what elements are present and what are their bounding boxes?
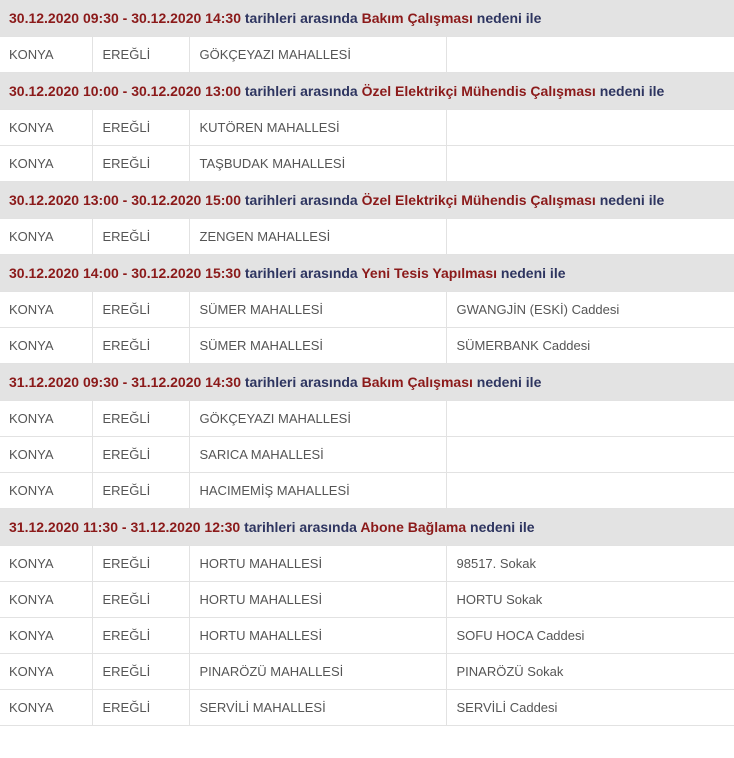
connector-text: tarihleri arasında [244, 374, 358, 390]
district-cell: EREĞLİ [92, 618, 189, 654]
table-row [0, 328, 734, 364]
district-cell: EREĞLİ [92, 219, 189, 255]
table-row [0, 146, 734, 182]
section-header-text [0, 255, 734, 292]
suffix-text: nedeni ile [599, 83, 665, 99]
district-cell: EREĞLİ [92, 437, 189, 473]
section-header [0, 509, 734, 546]
district-cell: EREĞLİ [92, 546, 189, 582]
district-cell: EREĞLİ [92, 582, 189, 618]
outage-reason: Yeni Tesis Yapılması [361, 265, 498, 281]
neighborhood-cell: PINARÖZÜ MAHALLESİ [189, 654, 446, 690]
section-header-text [0, 0, 734, 37]
section-header-text [0, 364, 734, 401]
table-row [0, 219, 734, 255]
outage-reason: Özel Elektrikçi Mühendis Çalışması [361, 83, 596, 99]
end-datetime: 30.12.2020 15:30 [131, 265, 241, 281]
street-cell [446, 401, 734, 437]
outage-reason: Bakım Çalışması [361, 374, 473, 390]
neighborhood-cell: SÜMER MAHALLESİ [189, 292, 446, 328]
street-cell [446, 110, 734, 146]
province-cell: KONYA [0, 37, 92, 73]
table-row [0, 401, 734, 437]
neighborhood-cell: GÖKÇEYAZI MAHALLESİ [189, 37, 446, 73]
district-cell: EREĞLİ [92, 146, 189, 182]
street-cell: GWANGJİN (ESKİ) Caddesi [446, 292, 734, 328]
street-cell: SÜMERBANK Caddesi [446, 328, 734, 364]
range-dash: - [122, 10, 128, 26]
table-row [0, 546, 734, 582]
suffix-text: nedeni ile [476, 10, 542, 26]
neighborhood-cell: HORTU MAHALLESİ [189, 546, 446, 582]
section-header [0, 73, 734, 110]
province-cell: KONYA [0, 473, 92, 509]
section-header-text [0, 182, 734, 219]
province-cell: KONYA [0, 437, 92, 473]
province-cell: KONYA [0, 219, 92, 255]
range-dash: - [122, 265, 128, 281]
connector-text: tarihleri arasında [244, 83, 358, 99]
outage-reason: Abone Bağlama [360, 519, 467, 535]
range-dash: - [122, 374, 128, 390]
table-row [0, 582, 734, 618]
district-cell: EREĞLİ [92, 110, 189, 146]
district-cell: EREĞLİ [92, 37, 189, 73]
start-datetime: 30.12.2020 14:00 [9, 265, 119, 281]
outage-reason: Özel Elektrikçi Mühendis Çalışması [361, 192, 596, 208]
table-row [0, 437, 734, 473]
start-datetime: 30.12.2020 09:30 [9, 10, 119, 26]
neighborhood-cell: TAŞBUDAK MAHALLESİ [189, 146, 446, 182]
end-datetime: 30.12.2020 13:00 [131, 83, 241, 99]
street-cell: HORTU Sokak [446, 582, 734, 618]
province-cell: KONYA [0, 618, 92, 654]
province-cell: KONYA [0, 582, 92, 618]
street-cell [446, 219, 734, 255]
start-datetime: 30.12.2020 13:00 [9, 192, 119, 208]
suffix-text: nedeni ile [500, 265, 566, 281]
street-cell: 98517. Sokak [446, 546, 734, 582]
table-row [0, 690, 734, 726]
district-cell: EREĞLİ [92, 473, 189, 509]
neighborhood-cell: ZENGEN MAHALLESİ [189, 219, 446, 255]
table-row [0, 110, 734, 146]
start-datetime: 30.12.2020 10:00 [9, 83, 119, 99]
suffix-text: nedeni ile [599, 192, 665, 208]
connector-text: tarihleri arasında [244, 519, 357, 535]
end-datetime: 30.12.2020 14:30 [131, 10, 241, 26]
province-cell: KONYA [0, 328, 92, 364]
province-cell: KONYA [0, 292, 92, 328]
province-cell: KONYA [0, 401, 92, 437]
neighborhood-cell: GÖKÇEYAZI MAHALLESİ [189, 401, 446, 437]
section-header [0, 364, 734, 401]
neighborhood-cell: SARICA MAHALLESİ [189, 437, 446, 473]
district-cell: EREĞLİ [92, 292, 189, 328]
suffix-text: nedeni ile [476, 374, 542, 390]
street-cell [446, 473, 734, 509]
province-cell: KONYA [0, 546, 92, 582]
end-datetime: 31.12.2020 12:30 [130, 519, 241, 535]
neighborhood-cell: HACIMEMİŞ MAHALLESİ [189, 473, 446, 509]
connector-text: tarihleri arasında [244, 265, 358, 281]
range-dash: - [122, 83, 128, 99]
range-dash: - [121, 519, 127, 535]
district-cell: EREĞLİ [92, 401, 189, 437]
street-cell: SOFU HOCA Caddesi [446, 618, 734, 654]
section-header [0, 255, 734, 292]
street-cell [446, 37, 734, 73]
section-header-text [0, 73, 734, 110]
section-header-text [0, 509, 734, 546]
outage-reason: Bakım Çalışması [361, 10, 473, 26]
section-header [0, 0, 734, 37]
table-row [0, 473, 734, 509]
neighborhood-cell: SERVİLİ MAHALLESİ [189, 690, 446, 726]
street-cell [446, 437, 734, 473]
neighborhood-cell: KUTÖREN MAHALLESİ [189, 110, 446, 146]
district-cell: EREĞLİ [92, 654, 189, 690]
suffix-text: nedeni ile [470, 519, 535, 535]
table-row [0, 654, 734, 690]
province-cell: KONYA [0, 654, 92, 690]
province-cell: KONYA [0, 146, 92, 182]
neighborhood-cell: HORTU MAHALLESİ [189, 582, 446, 618]
end-datetime: 31.12.2020 14:30 [131, 374, 241, 390]
neighborhood-cell: SÜMER MAHALLESİ [189, 328, 446, 364]
range-dash: - [122, 192, 128, 208]
province-cell: KONYA [0, 690, 92, 726]
start-datetime: 31.12.2020 09:30 [9, 374, 119, 390]
table-row [0, 618, 734, 654]
section-header [0, 182, 734, 219]
start-datetime: 31.12.2020 11:30 [9, 519, 118, 535]
neighborhood-cell: HORTU MAHALLESİ [189, 618, 446, 654]
table-row [0, 292, 734, 328]
province-cell: KONYA [0, 110, 92, 146]
connector-text: tarihleri arasında [244, 10, 358, 26]
district-cell: EREĞLİ [92, 328, 189, 364]
table-row [0, 37, 734, 73]
district-cell: EREĞLİ [92, 690, 189, 726]
street-cell [446, 146, 734, 182]
street-cell: SERVİLİ Caddesi [446, 690, 734, 726]
street-cell: PINARÖZÜ Sokak [446, 654, 734, 690]
connector-text: tarihleri arasında [244, 192, 358, 208]
end-datetime: 30.12.2020 15:00 [131, 192, 241, 208]
